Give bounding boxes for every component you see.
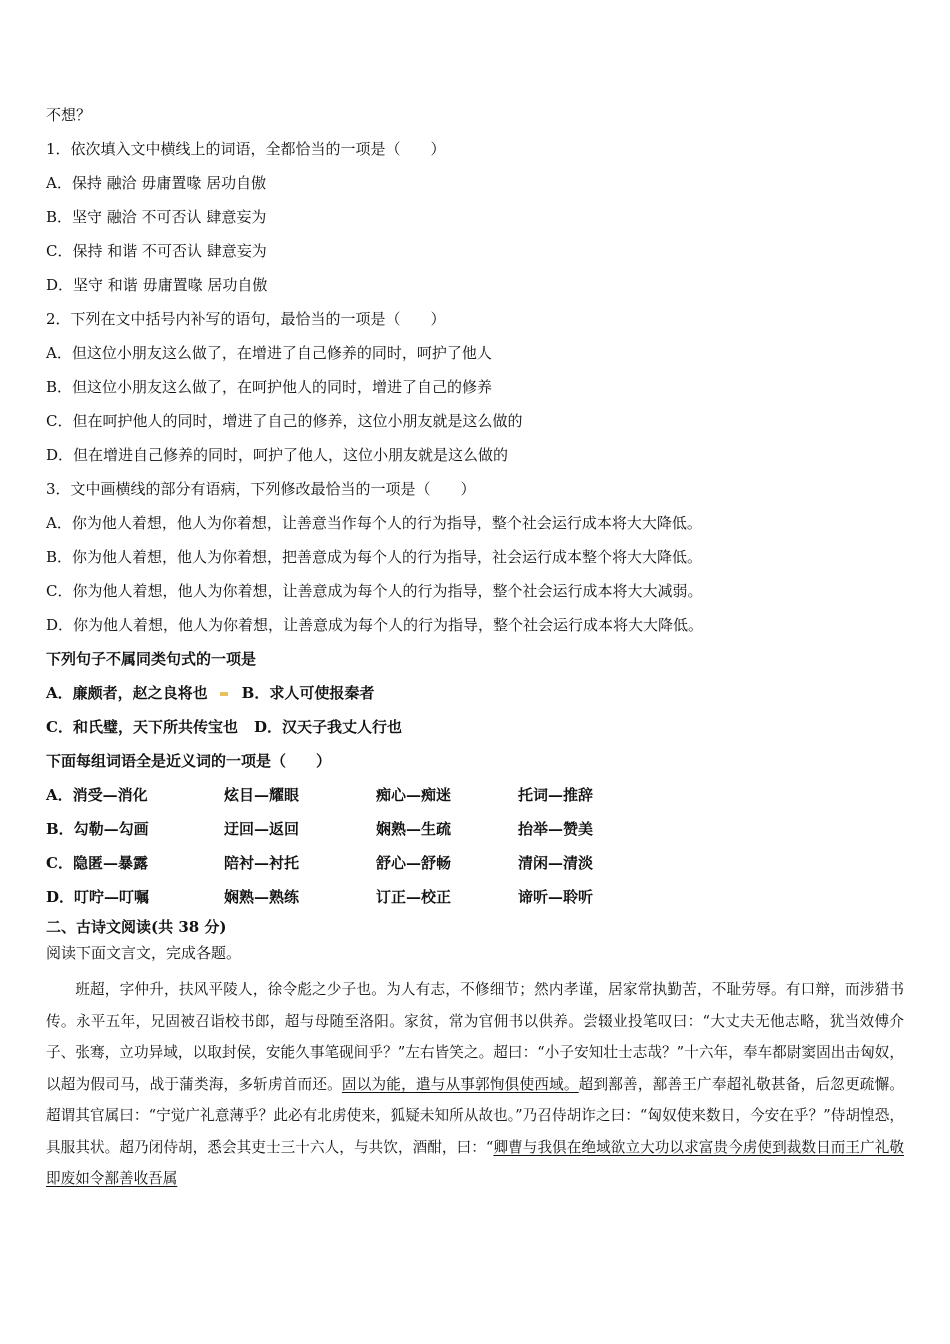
- word-pair: 娴熟—熟练: [224, 888, 300, 906]
- question-4-option-c: C．和氏璧，天下所共传宝也: [46, 718, 238, 736]
- question-4-options-ab: [46, 676, 908, 710]
- question-5-option-a: [46, 778, 908, 812]
- question-1-option-a: A．保持 融洽 毋庸置喙 居功自傲: [46, 174, 267, 192]
- word-pair: 痴心—痴迷: [376, 786, 452, 804]
- word-pair: 炫目—耀眼: [224, 786, 300, 804]
- classical-passage: [46, 974, 904, 1195]
- question-5-stem: 下面每组词语全是近义词的一项是（ ）: [46, 752, 332, 770]
- question-2-stem: 2．下列在文中括号内补写的语句，最恰当的一项是（ ）: [46, 310, 446, 328]
- question-2-option-c: C．但在呵护他人的同时，增进了自己的修养，这位小朋友就是这么做的: [46, 412, 523, 430]
- question-2: [46, 302, 908, 472]
- word-pair: C．隐匿—暴露: [46, 854, 148, 872]
- word-pair: 清闲—清淡: [518, 854, 594, 872]
- word-pair: 迂回—返回: [224, 820, 300, 838]
- question-3-stem: 3．文中画横线的部分有语病，下列修改最恰当的一项是（ ）: [46, 480, 476, 498]
- highlight-mark: [220, 692, 228, 696]
- question-2-option-b: B．但这位小朋友这么做了，在呵护他人的同时，增进了自己的修养: [46, 378, 493, 396]
- question-1-option-b: B．坚守 融洽 不可否认 肆意妄为: [46, 208, 267, 226]
- question-4-stem: 下列句子不属同类句式的一项是: [46, 650, 257, 668]
- word-pair: 托词—推辞: [518, 786, 594, 804]
- question-3-option-b: B．你为他人着想，他人为你着想，把善意成为每个人的行为指导，社会运行成本整个将大大降低。: [46, 548, 703, 566]
- word-pair: 谛听—聆听: [518, 888, 594, 906]
- section-2: [46, 914, 908, 1195]
- question-3-option-c: C．你为他人着想，他人为你着想，让善意成为每个人的行为指导，整个社会运行成本将大大减弱。: [46, 582, 703, 600]
- question-2-option-a: A．但这位小朋友这么做了，在增进了自己修养的同时，呵护了他人: [46, 344, 492, 362]
- passage-text: 超到鄯善，鄯善王广奉超礼敬甚备，后忽更疏懈。超谓其官属曰：“宁觉广礼意薄乎？此必有北虏使来，狐疑未知所从故也。”乃召侍胡诈之曰：“匈奴使来数日，今安在乎？”侍胡惶恐，具服其状。超乃闭侍胡，悉会其吏士三十六人，与共饮，酒酣，曰：“: [46, 1075, 904, 1156]
- word-pair: 陪衬—衬托: [224, 854, 300, 872]
- question-5-option-d: [46, 880, 908, 914]
- continuation-text: 不想？: [46, 106, 92, 124]
- question-4-options-cd: [46, 710, 908, 744]
- underlined-sentence: 固以为能，遣与从事郭恂俱使西域。: [341, 1075, 579, 1093]
- word-pair: 舒心—舒畅: [376, 854, 452, 872]
- question-3: [46, 472, 908, 642]
- passage-text: 班超，字仲升，扶风平陵人，徐令彪之少子也。为人有志，不修细节；然内孝谨，居家常执勤苦，不耻劳辱。有口辩，而涉猎书传。永平五年，兄固被召诣校书郎，超与母随至洛阳。家贫，常为官佣书以供养。尝辍业投笔叹曰：“大丈夫无他志略，犹当效傅介子、张骞，立功异域，以取封侯，安能久事笔砚间乎？”左右皆笑之。超曰：“小子安知壮士志哉？”十六年，奉车都尉窦固出击匈奴，以超为假司马，战于蒲类海，多斩虏首而还。: [46, 981, 904, 1093]
- question-4: [46, 642, 908, 744]
- word-pair: 订正—校正: [376, 888, 452, 906]
- question-1-stem: 1．依次填入文中横线上的词语，全都恰当的一项是（ ）: [46, 140, 446, 158]
- section-title: 二、古诗文阅读(共 38 分): [46, 918, 227, 936]
- question-1-option-d: D．坚守 和谐 毋庸置喙 居功自傲: [46, 276, 268, 294]
- question-1-option-c: C．保持 和谐 不可否认 肆意妄为: [46, 242, 267, 260]
- question-2-option-d: D．但在增进自己修养的同时，呵护了他人，这位小朋友就是这么做的: [46, 446, 509, 464]
- question-5: [46, 744, 908, 914]
- question-3-option-d: D．你为他人着想，他人为你着想，让善意成为每个人的行为指导，整个社会运行成本将大大降低。: [46, 616, 704, 634]
- question-4-option-b: B．求人可使报秦者: [241, 684, 375, 702]
- question-5-option-b: [46, 812, 908, 846]
- word-pair: 娴熟—生疏: [376, 820, 452, 838]
- question-4-option-a: A．廉颇者，赵之良将也: [46, 684, 208, 702]
- question-1: [46, 132, 908, 302]
- word-pair: D．叮咛—叮嘱: [46, 888, 150, 906]
- question-3-option-a: A．你为他人着想，他人为你着想，让善意当作每个人的行为指导，整个社会运行成本将大大降低。: [46, 514, 702, 532]
- underlined-sentence: 卿曹与我俱在绝域欲立大功以求富贵今虏使到裁数日而王广礼敬即废如令鄯善收吾属: [46, 1138, 904, 1187]
- question-5-option-c: [46, 846, 908, 880]
- document-page: [46, 98, 908, 1195]
- word-pair: 抬举—赞美: [518, 820, 594, 838]
- section-instruction: 阅读下面文言文，完成各题。: [46, 944, 242, 962]
- question-4-option-d: D．汉天子我丈人行也: [253, 718, 402, 736]
- word-pair: B．勾勒—勾画: [46, 820, 149, 838]
- word-pair: A．消受—消化: [46, 786, 148, 804]
